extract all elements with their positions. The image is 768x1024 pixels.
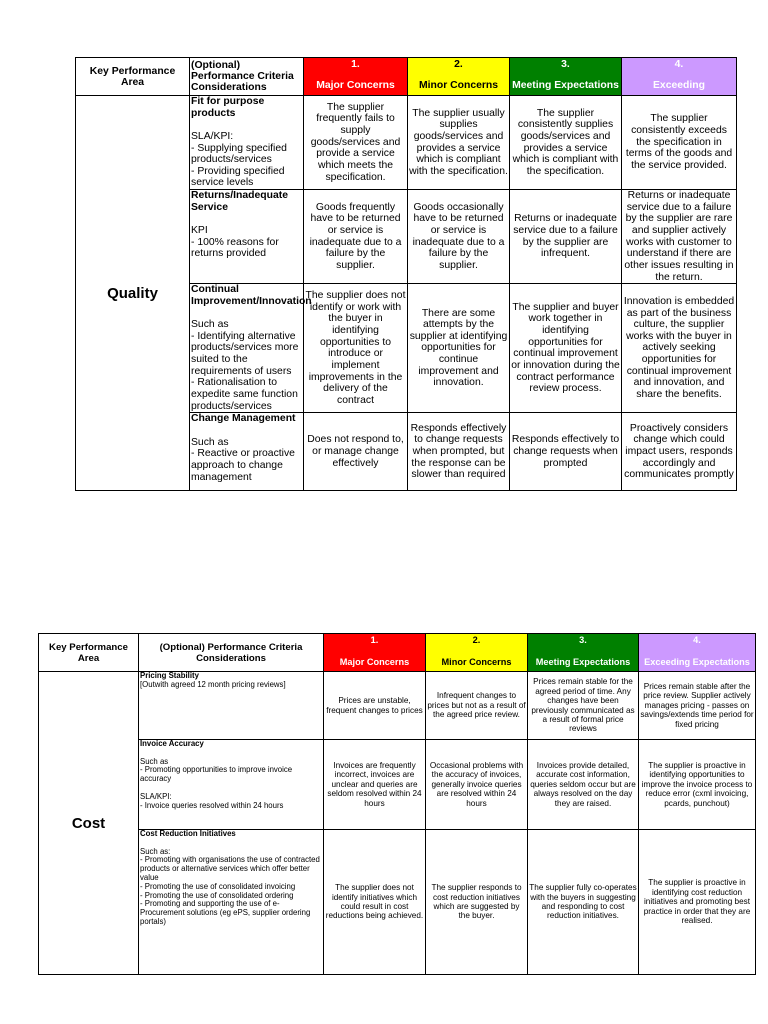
criteria-line: - Invoice queries resolved within 24 hours: [140, 800, 284, 810]
rating-cell: The supplier usually supplies goods/services and provides a service which is compliant with the specification.: [408, 96, 510, 190]
level-exceeding-header: [639, 634, 756, 672]
criteria-title: Change Management: [191, 413, 296, 425]
level-label: Exceeding Expectations: [644, 657, 750, 667]
rating-cell: There are some attempts by the supplier at identifying opportunities for continue improvement and innovation.: [408, 284, 510, 413]
criteria-line: - Promoting opportunities to improve invoice accuracy: [140, 765, 293, 784]
criteria-line: - 100% reasons for returns provided: [191, 236, 279, 260]
table-row: [39, 830, 756, 975]
criteria-line: SLA/KPI:: [191, 130, 234, 142]
quality-kpi-table: [75, 57, 737, 491]
criteria-line: Such as: [140, 756, 169, 766]
rating-cell: The supplier responds to cost reduction initiatives which are suggested by the buyer.: [426, 830, 528, 975]
level-major-header: [304, 58, 408, 96]
rating-cell: The supplier is proactive in identifying opportunities to improve the invoice process to reduce error (cxml invoicing, pcards, punchout): [639, 740, 756, 830]
criteria-line: KPI: [191, 225, 208, 237]
level-exceeding-header: [622, 58, 737, 109]
criteria-line: Such as: [191, 319, 229, 331]
level-major-header: [324, 634, 426, 672]
rating-cell: Innovation is embedded as part of the business culture, the supplier works with the buyer in actively seeking opportunities for continual improvement and innovation, and share the benefits.: [622, 284, 737, 413]
level-number: 4.: [674, 59, 684, 70]
criteria-line: Such as:: [140, 846, 171, 856]
level-meeting-header: [528, 634, 639, 672]
header-row: [39, 634, 756, 672]
criteria-header: (Optional) Performance Criteria Considerations: [139, 634, 324, 672]
rating-cell: Invoices provide detailed, accurate cost information, queries seldom occur but are always resolved on the day they are raised.: [528, 740, 639, 830]
criteria-line: [191, 425, 302, 437]
criteria-title: Returns/Inadequate Service: [191, 190, 288, 213]
criteria-title: Pricing Stability: [140, 671, 199, 680]
criteria-line: SLA/KPI:: [140, 791, 172, 801]
cost-kpi-table: [38, 633, 756, 975]
rating-cell: Goods frequently have to be returned or service is inadequate due to a failure by the supplier.: [304, 190, 408, 284]
area-label: Quality: [76, 96, 190, 491]
level-number: 3.: [579, 635, 587, 645]
criteria-cell: [139, 672, 324, 740]
table-row: [76, 96, 737, 190]
criteria-line: - Identifying alternative products/services more suited to the requirements of users: [191, 330, 299, 377]
criteria-line: - Reactive or proactive approach to change management: [191, 448, 295, 483]
criteria-line: [191, 308, 302, 320]
level-number: 3.: [561, 59, 570, 70]
level-number: 1.: [370, 635, 379, 645]
kpa-header: Key Performance Area: [76, 58, 190, 96]
level-number: 2.: [454, 59, 463, 70]
rating-cell: Prices remain stable after the price review. Supplier actively manages pricing - passes on savings/extends time period for fixed pricing: [639, 672, 756, 740]
rating-cell: Responds effectively to change requests when prompted: [510, 413, 622, 491]
criteria-cell: [190, 190, 304, 284]
level-label: Minor Concerns: [418, 80, 499, 91]
level-label: Meeting Expectations: [512, 80, 619, 91]
rating-cell: Goods occasionally have to be returned or service is inadequate due to a failure by the supplier.: [408, 190, 510, 284]
level-label: Major Concerns: [339, 657, 410, 667]
rating-cell: Invoices are frequently incorrect, invoices are unclear and queries are seldom resolved within 24 hours: [324, 740, 426, 830]
criteria-header: (Optional) Performance Criteria Considerations: [190, 58, 304, 96]
header-row: [76, 58, 737, 96]
level-number: 4.: [693, 635, 701, 645]
rating-cell: The supplier is proactive in identifying cost reduction initiatives and promoting best practice in order that they are realised.: [639, 830, 756, 975]
rating-cell: Returns or inadequate service due to a failure by the supplier are rare and supplier actively works with customer to understand if there are other issues resulting in the return.: [622, 190, 737, 284]
rating-cell: The supplier fully co-operates with the buyers in suggesting and responding to cost reduction initiatives.: [528, 830, 639, 975]
level-label: Meeting Expectations: [535, 657, 631, 667]
area-label: Cost: [39, 672, 139, 975]
rating-cell: The supplier frequently fails to supply goods/services and provide a service which meets the specification.: [304, 96, 408, 190]
rating-cell: The supplier and buyer work together in identifying opportunities for continual improvement or innovation during the contract performance review process.: [510, 284, 622, 413]
criteria-line: - Providing specified service levels: [191, 165, 285, 189]
rating-cell: Responds effectively to change requests when prompted, but the response can be slower than required: [408, 413, 510, 491]
criteria-line: [191, 213, 302, 225]
level-label: Major Concerns: [316, 80, 395, 91]
level-minor-header: [426, 634, 528, 672]
rating-cell: Proactively considers change which could impact users, responds accordingly and communicates promptly: [622, 413, 737, 491]
level-minor-header: [408, 58, 510, 96]
level-label: Minor Concerns: [441, 657, 512, 667]
criteria-line: - Promoting and supporting the use of e-Procurement solutions (eg ePS, supplier ordering portals): [140, 899, 311, 926]
criteria-title: Invoice Accuracy: [140, 739, 204, 748]
rating-cell: Prices are unstable, frequent changes to prices: [324, 672, 426, 740]
rating-cell: Does not respond to, or manage change effectively: [304, 413, 408, 491]
criteria-title: Fit for purpose products: [191, 96, 265, 119]
criteria-line: - Promoting the use of consolidated ordering: [140, 890, 294, 900]
rating-cell: The supplier consistently exceeds the specification in terms of the goods and the service provided.: [622, 96, 737, 190]
rating-cell: The supplier does not identify or work with the buyer in identifying opportunities to introduce or implement improvements in the delivery of the contract: [304, 284, 408, 413]
rating-cell: Returns or inadequate service due to a failure by the supplier are infrequent.: [510, 190, 622, 284]
criteria-cell: [139, 830, 324, 975]
criteria-line: Such as: [191, 436, 229, 448]
criteria-cell: [190, 96, 304, 190]
criteria-cell: [190, 284, 312, 413]
criteria-line: - Supplying specified products/services: [191, 142, 287, 166]
rating-cell: The supplier consistently supplies goods/services and provides a service which is compliant with the specification.: [510, 96, 622, 190]
criteria-cell: [190, 413, 304, 491]
criteria-line: [Outwith agreed 12 month pricing reviews]: [140, 679, 286, 689]
table-row: [39, 672, 756, 740]
criteria-title: Cost Reduction Initiatives: [140, 829, 236, 838]
level-number: 1.: [351, 59, 360, 70]
level-label: Exceeding Expectations: [646, 80, 712, 109]
criteria-line: - Promoting with organisations the use of contracted products or alternative services which offer better value: [140, 855, 320, 882]
level-number: 2.: [472, 635, 481, 645]
criteria-line: [191, 119, 302, 131]
rating-cell: Infrequent changes to prices but not as a result of the agreed price review.: [426, 672, 528, 740]
rating-cell: Occasional problems with the accuracy of invoices, generally invoice queries are resolved within 24 hours: [426, 740, 528, 830]
criteria-title: Continual Improvement/Innovation: [191, 284, 312, 307]
kpa-header: Key Performance Area: [39, 634, 139, 672]
criteria-line: - Rationalisation to expedite same function products/services: [191, 377, 298, 412]
level-meeting-header: [510, 58, 622, 96]
table-row: [39, 740, 756, 830]
criteria-line: - Promoting the use of consolidated invoicing: [140, 881, 296, 891]
criteria-cell: [139, 740, 324, 830]
rating-cell: Prices remain stable for the agreed period of time. Any changes have been previously communicated as a result of formal price reviews: [528, 672, 639, 740]
rating-cell: The supplier does not identify initiatives which could result in cost reductions being achieved.: [324, 830, 426, 975]
